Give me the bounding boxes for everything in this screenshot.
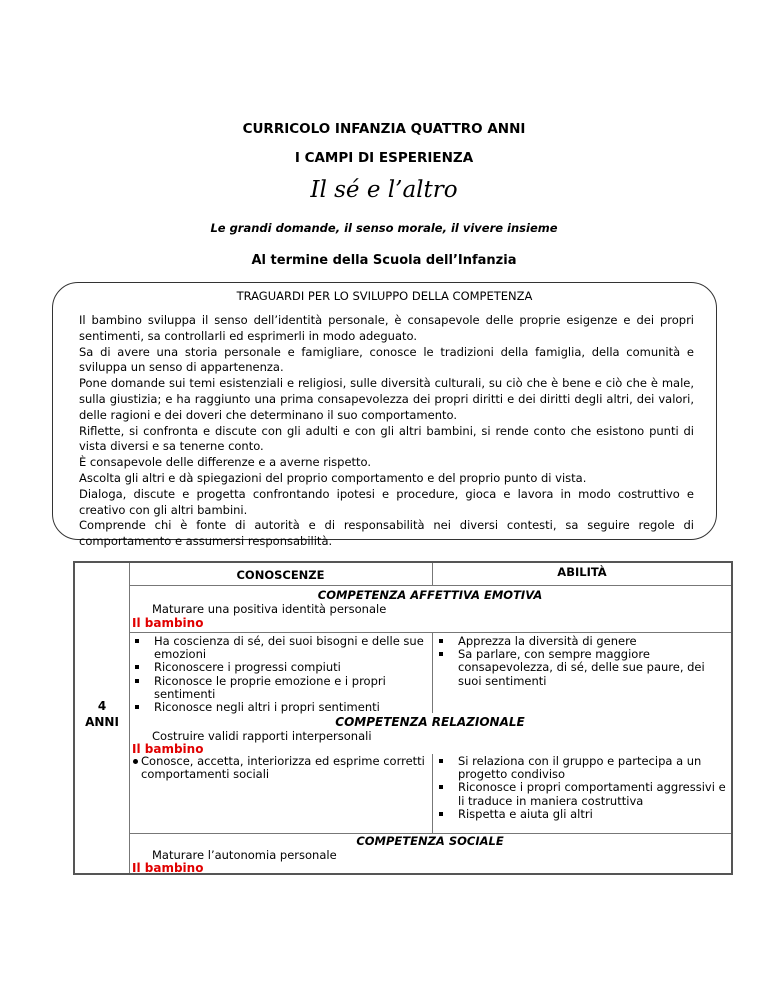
traguardi-title: TRAGUARDI PER LO SVILUPPO DELLA COMPETENZA — [236, 289, 533, 303]
campo-tagline: Le grandi domande, il senso morale, il vivere insieme — [210, 221, 558, 235]
header-row-divider — [129, 585, 731, 586]
section-heading: Al termine della Scuola dell’Infanzia — [251, 253, 517, 268]
obiettivo-sociale: Maturare l’autonomia personale — [152, 848, 337, 862]
list-item: Riconosce negli altri i propri sentimenti — [133, 701, 428, 714]
list-item: Si relaziona con il gruppo e partecipa a un progetto condiviso — [437, 755, 727, 781]
competenza-sociale-heading: COMPETENZA SOCIALE — [356, 834, 504, 848]
obiettivo-relazionale: Costruire validi rapporti interpersonali — [152, 729, 372, 743]
traguardi-paragraph: Sa di avere una storia personale e famigliare, conosce le tradizioni della famiglia, della comunità e sviluppa un senso di appartenenza. — [79, 344, 694, 375]
traguardi-paragraph: Comprende chi è fonte di autorità e di responsabilità nei diversi contesti, sa seguire regole di comportamento e assumersi responsabilità. — [79, 518, 694, 549]
traguardi-paragraph: Pone domande sui temi esistenziali e religiosi, sulle diversità culturali, su ciò che è bene e ciò che è male, sulla giustizia; e ha raggiunto una prima consapevolezza dei propri diritti e dei diritti degli altri, dei valori, delle ragioni e dei doveri che determinano il suo comportamento. — [79, 376, 694, 422]
list-item: Sa parlare, con sempre maggiore consapevolezza, di sé, delle sue paure, dei suoi sentimenti — [437, 648, 727, 688]
section1-column-divider — [432, 633, 433, 713]
list-item: Apprezza la diversità di genere — [437, 635, 727, 648]
abilita-list-relazionale — [437, 755, 727, 821]
traguardi-paragraph: Riflette, si confronta e discute con gli adulti e con gli altri bambini, si rende conto che esistono punti di vista diversi e sa tenerne conto. — [79, 423, 694, 454]
age-number: 4 — [97, 699, 107, 713]
competenza-relazionale-heading: COMPETENZA RELAZIONALE — [335, 715, 525, 729]
obiettivo-affettiva: Maturare una positiva identità personale — [152, 602, 387, 616]
section2-column-divider — [432, 754, 433, 833]
age-label: ANNI — [85, 715, 119, 729]
list-item: Riconoscere i progressi compiuti — [133, 661, 428, 674]
traguardi-paragraph: Il bambino sviluppa il senso dell’identità personale, è consapevole delle proprie esigenze e dei propri sentimenti, sa controllarli ed esprimerli in modo adeguato. — [79, 313, 694, 343]
column-header-abilita: ABILITÀ — [557, 565, 607, 579]
bambino-row-divider — [129, 632, 731, 633]
traguardi-paragraph: È consapevole delle differenze e a averne rispetto. — [79, 455, 372, 470]
traguardi-paragraph: Dialoga, discute e progetta confrontando ipotesi e procedure, gioca e lavora in modo costruttivo e creativo con gli altri bambini. — [79, 486, 694, 517]
bambino-label: Il bambino — [132, 742, 204, 756]
document-subtitle: I CAMPI DI ESPERIENZA — [294, 150, 474, 166]
age-cell — [75, 698, 129, 730]
bambino-label: Il bambino — [132, 616, 204, 630]
curriculum-table — [73, 561, 733, 875]
list-item: Rispetta e aiuta gli altri — [437, 808, 727, 821]
list-item: Riconosce le proprie emozione e i propri sentimenti — [133, 675, 428, 701]
traguardi-box — [52, 282, 717, 549]
campo-title: Il sé e l’altro — [310, 177, 458, 203]
list-item: Riconosce i propri comportamenti aggressivi e li traduce in maniera costruttiva — [437, 781, 727, 807]
column-header-conoscenze: CONOSCENZE — [236, 568, 325, 582]
list-item: Ha coscienza di sé, dei suoi bisogni e delle sue emozioni — [133, 635, 428, 661]
document-title: CURRICOLO INFANZIA QUATTRO ANNI — [242, 121, 526, 137]
competenza-affettiva-heading: COMPETENZA AFFETTIVA EMOTIVA — [317, 588, 543, 602]
traguardi-paragraph: Ascolta gli altri e dà spiegazioni del proprio comportamento e del proprio punto di vista. — [79, 470, 587, 485]
traguardi-text — [79, 313, 694, 550]
bambino-label: Il bambino — [132, 861, 204, 875]
conoscenze-list-affettiva — [133, 635, 428, 714]
conoscenze-item-relazionale: Conosce, accetta, interiorizza ed esprime corretti comportamenti sociali — [133, 755, 428, 781]
abilita-list-affettiva — [437, 635, 727, 688]
